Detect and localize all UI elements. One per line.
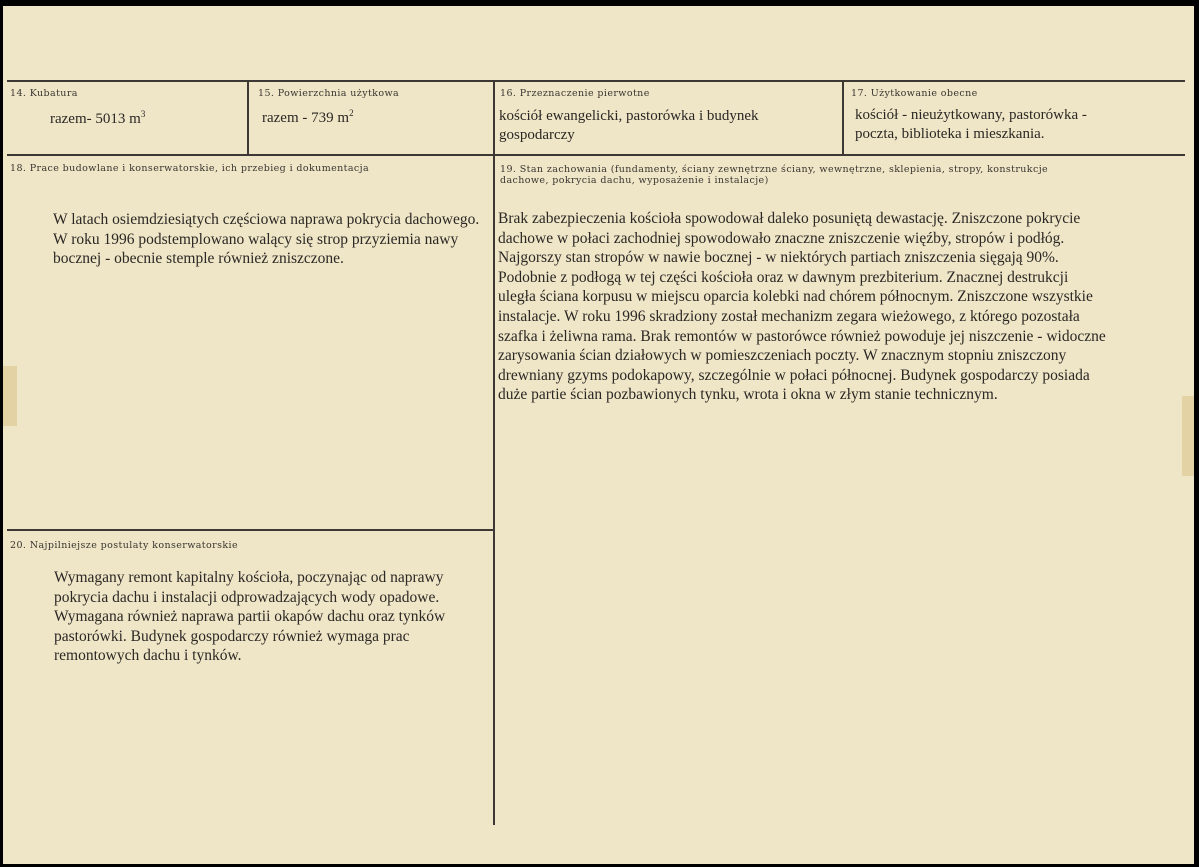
divider-16-17 [842,80,844,156]
field-16-value: kościół ewangelicki, pastorówka i budynek gospodarczy [499,108,759,143]
paper-stain [1182,396,1194,476]
field-15-label: 15. Powierzchnia użytkowa [258,88,400,99]
field-14-value-text: razem- 5013 m [50,111,141,127]
divider-14-15 [247,80,249,156]
field-17-value: kościół - nieużytkowany, pastorówka - poczta, biblioteka i mieszkania. [855,107,1087,142]
divider-main [493,80,495,825]
field-14-unit-sup: 3 [140,109,146,119]
field-15-value [262,109,354,128]
field-15-value-text: razem - 739 m [262,110,350,126]
field-16-label: 16. Przeznaczenie pierwotne [500,88,650,99]
field-15-unit-sup: 2 [349,108,354,118]
field-19-text: Brak zabezpieczenia kościoła spowodował daleko posuniętą dewastację. Zniszczone pokrycie dachowe w połaci zachodniej spowodowało znaczne zniszczenie więźby, stropów i podłóg. Najgorszy stan stropów w nawie bocznej - w niektórych partiach zniszczenia sięgają 90%. Podobnie z podłogą w tej części kościoła oraz w dawnym prezbiterium. Znacznej destrukcji uległa ściana korpusu w miejscu oparcia kolebki nad chórem północnym. Zniszczone wszystkie instalacje. W roku 1996 skradziony został mechanizm zegara wieżowego, z którego pozostała szafka i żeliwna rama. Brak remontów w pastorówce również powoduje jej niszczenie - widoczne zarysowania ścian działowych w pomieszczeniach poczty. W znacznym stopniu zniszczony drewniany gzyms podokapowy, szczególnie w połaci północnej. Budynek gospodarczy posiada duże partie ścian pozbawionych tynku, wrota i okna w złym stanie technicznym. [498,210,1106,404]
field-18-label: 18. Prace budowlane i konserwatorskie, ich przebieg i dokumentacja [10,163,370,174]
top-row-lower-rule [7,154,1185,156]
section-18-lower-rule [7,529,494,531]
field-14-value [50,110,145,129]
field-17-label: 17. Użytkowanie obecne [851,88,978,99]
field-18-text: W latach osiemdziesiątych częściowa naprawa pokrycia dachowego. W roku 1996 podstemplowano walący się strop przyziemia nawy bocznej - obecnie stemple również zniszczone. [53,211,480,268]
paper-stain [3,366,17,426]
field-20-label: 20. Najpilniejsze postulaty konserwatorskie [10,540,238,551]
field-20-text: Wymagany remont kapitalny kościoła, poczynając od naprawy pokrycia dachu i instalacji odprowadzających wody opadowe. Wymagana również naprawa partii okapów dachu oraz tynków pastorówki. Budynek gospodarczy również wymaga prac remontowych dachu i tynków. [54,569,446,665]
top-row-upper-rule [7,80,1185,82]
form-sheet [3,6,1194,864]
field-14-label: 14. Kubatura [10,88,78,99]
field-19-label: 19. Stan zachowania (fundamenty, ściany zewnętrzne ściany, wewnętrzne, sklepienia, stropy, konstrukcje dachowe, pokrycia dachu, wyposażenie i instalacje) [500,164,1049,186]
